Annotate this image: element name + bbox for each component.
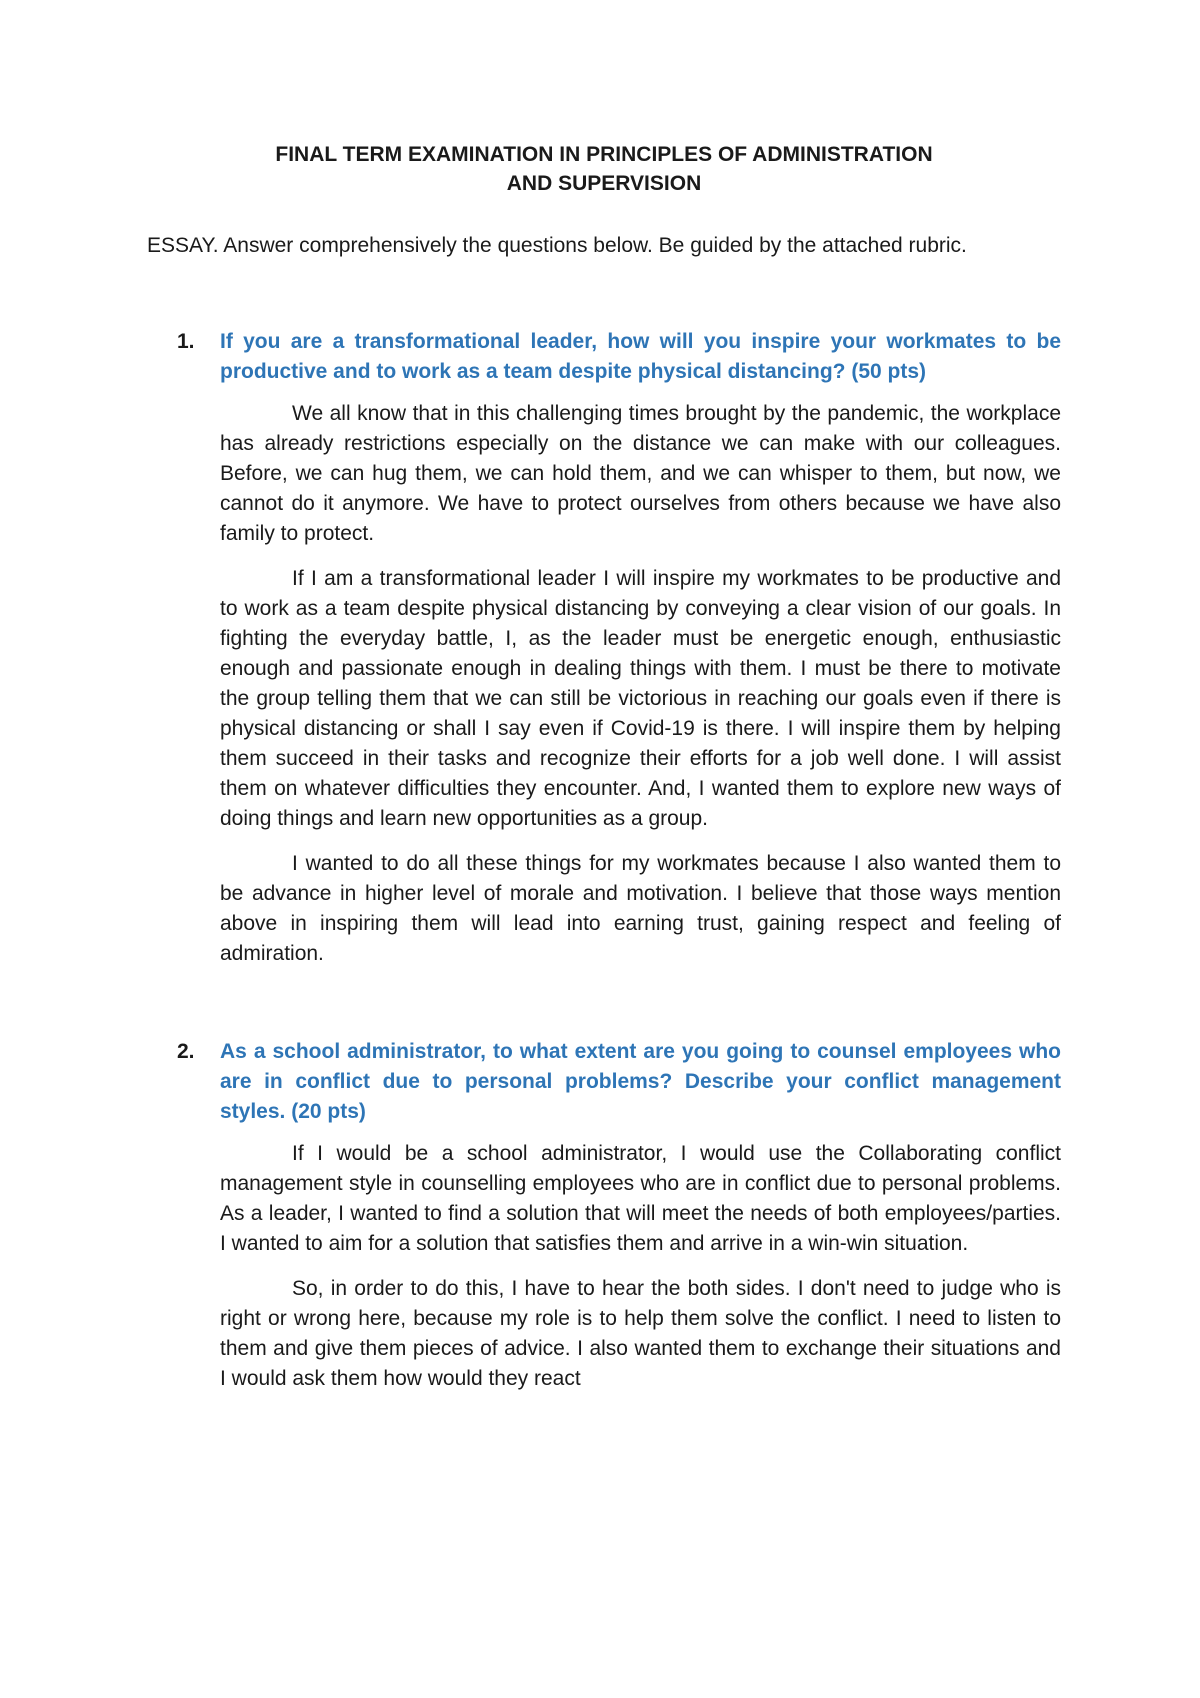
answer-paragraph: So, in order to do this, I have to hear the both sides. I don't need to judge who is right or wrong here, because my role is to help them solve the conflict. I need to listen to them and give them pieces of advice. I also wanted them to exchange their situations and I would ask them how would they react [220,1277,1061,1390]
title-line-2: AND SUPERVISION [506,172,702,195]
answer-1 [220,399,1061,969]
document-page [147,140,1061,1409]
answer-paragraph: We all know that in this challenging times brought by the pandemic, the workplace has already restrictions especially on the distance we can make with our colleagues. Before, we can hug them, we can hold them, and we can whisper to them, but now, we cannot do it anymore. We have to protect ourselves from others because we have also family to protect. [220,402,1061,545]
question-number: 1. [177,330,195,353]
question-number: 2. [177,1040,195,1063]
essay-instructions: ESSAY. Answer comprehensively the questions below. Be guided by the attached rubric. [147,234,967,257]
title-line-1: FINAL TERM EXAMINATION IN PRINCIPLES OF ADMINISTRATION [275,143,933,166]
document-title [147,140,1061,198]
answer-paragraph: If I am a transformational leader I will inspire my workmates to be productive and to work as a team despite physical distancing by conveying a clear vision of our goals. In fighting the everyday battle, I, as the leader must be energetic enough, enthusiastic enough and passionate enough in dealing things with them. I must be there to motivate the group telling them that we can still be victorious in reaching our goals even if there is physical distancing or shall I say even if Covid-19 is there. I will inspire them by helping them succeed in their tasks and recognize their efforts for a job well done. I will assist them on whatever difficulties they encounter. And, I wanted them to explore new ways of doing things and learn new opportunities as a group. [220,567,1061,830]
question-prompt: If you are a transformational leader, how will you inspire your workmates to be productive and to work as a team despite physical distancing? (50 pts) [220,330,1061,383]
answer-paragraph: I wanted to do all these things for my workmates because I also wanted them to be advance in higher level of morale and motivation. I believe that those ways mention above in inspiring them will lead into earning trust, gaining respect and feeling of admiration. [220,852,1061,965]
answer-paragraph: If I would be a school administrator, I would use the Collaborating conflict management style in counselling employees who are in conflict due to personal problems. As a leader, I wanted to find a solution that will meet the needs of both employees/parties. I wanted to aim for a solution that satisfies them and arrive in a win-win situation. [220,1142,1061,1255]
question-prompt: As a school administrator, to what extent are you going to counsel employees who are in conflict due to personal problems? Describe your conflict management styles. (20 pts) [220,1040,1061,1123]
question-1 [147,327,1061,969]
answer-2 [220,1139,1061,1394]
question-2 [147,1037,1061,1394]
